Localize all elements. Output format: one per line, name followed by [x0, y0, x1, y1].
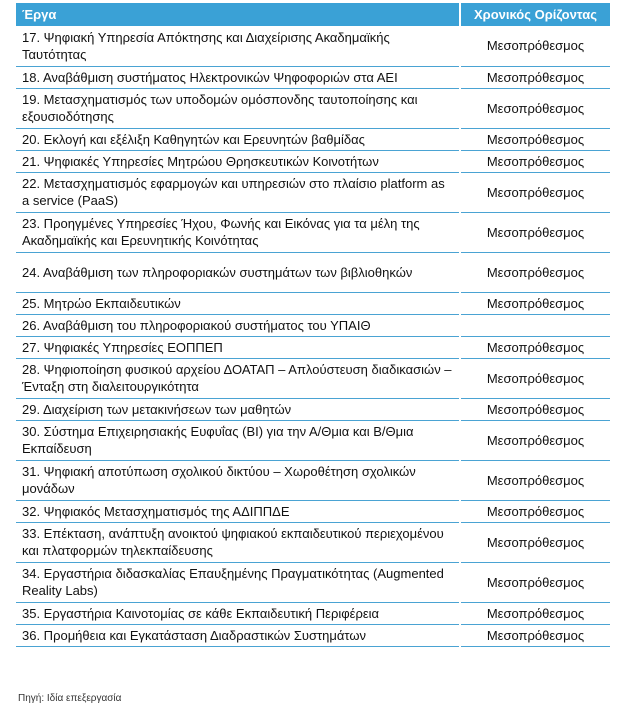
time-horizon-cell: Μεσοπρόθεσμος — [460, 398, 610, 420]
table-row — [16, 624, 610, 646]
time-horizon-cell: Μεσοπρόθεσμος — [460, 88, 610, 128]
time-horizon-cell: Μεσοπρόθεσμος — [460, 150, 610, 172]
table-body — [16, 26, 610, 646]
time-horizon-cell: Μεσοπρόθεσμος — [460, 358, 610, 398]
time-horizon-cell: Μεσοπρόθεσμος — [460, 562, 610, 602]
time-horizon-cell: Μεσοπρόθεσμος — [460, 522, 610, 562]
project-cell: 18. Αναβάθμιση συστήματος Ηλεκτρονικών Ψηφοφοριών στα ΑΕΙ — [16, 66, 460, 88]
time-horizon-cell: Μεσοπρόθεσμος — [460, 128, 610, 150]
project-cell: 32. Ψηφιακός Μετασχηματισμός της ΑΔΙΠΠΔΕ — [16, 500, 460, 522]
time-horizon-cell: Μεσοπρόθεσμος — [460, 212, 610, 252]
table-row — [16, 314, 610, 336]
time-horizon-cell: Μεσοπρόθεσμος — [460, 172, 610, 212]
time-horizon-cell: Μεσοπρόθεσμος — [460, 252, 610, 292]
project-cell: 25. Μητρώο Εκπαιδευτικών — [16, 292, 460, 314]
header-time-horizon: Χρονικός Ορίζοντας — [460, 3, 610, 26]
project-cell: 21. Ψηφιακές Υπηρεσίες Μητρώου Θρησκευτικών Κοινοτήτων — [16, 150, 460, 172]
table-row — [16, 420, 610, 460]
project-cell: 35. Εργαστήρια Καινοτομίας σε κάθε Εκπαιδευτική Περιφέρεια — [16, 602, 460, 624]
project-cell: 29. Διαχείριση των μετακινήσεων των μαθητών — [16, 398, 460, 420]
project-cell: 26. Αναβάθμιση του πληροφοριακού συστήματος του ΥΠΑΙΘ — [16, 314, 460, 336]
time-horizon-cell: Μεσοπρόθεσμος — [460, 460, 610, 500]
table-row — [16, 358, 610, 398]
projects-table-container — [16, 3, 610, 647]
table-row — [16, 26, 610, 66]
table-row — [16, 128, 610, 150]
table-row — [16, 522, 610, 562]
table-row — [16, 292, 610, 314]
table-row — [16, 500, 610, 522]
project-cell: 20. Εκλογή και εξέλιξη Καθηγητών και Ερευνητών βαθμίδας — [16, 128, 460, 150]
project-cell: 24. Αναβάθμιση των πληροφοριακών συστημάτων των βιβλιοθηκών — [16, 252, 460, 292]
time-horizon-cell: Μεσοπρόθεσμος — [460, 602, 610, 624]
time-horizon-cell: Μεσοπρόθεσμος — [460, 66, 610, 88]
table-row — [16, 398, 610, 420]
time-horizon-cell: Μεσοπρόθεσμος — [460, 420, 610, 460]
time-horizon-cell — [460, 314, 610, 336]
project-cell: 27. Ψηφιακές Υπηρεσίες ΕΟΠΠΕΠ — [16, 336, 460, 358]
project-cell: 31. Ψηφιακή αποτύπωση σχολικού δικτύου – Χωροθέτηση σχολικών μονάδων — [16, 460, 460, 500]
projects-table — [16, 3, 610, 647]
project-cell: 28. Ψηφιοποίηση φυσικού αρχείου ΔΟΑΤΑΠ – Απλούστευση διαδικασιών – Ένταξη στη διαλειτουργικότητα — [16, 358, 460, 398]
table-row — [16, 602, 610, 624]
table-row — [16, 66, 610, 88]
project-cell: 34. Εργαστήρια διδασκαλίας Επαυξημένης Πραγματικότητας (Augmented Reality Labs) — [16, 562, 460, 602]
time-horizon-cell: Μεσοπρόθεσμος — [460, 26, 610, 66]
project-cell: 19. Μετασχηματισμός των υποδομών ομόσπονδης ταυτοποίησης και εξουσιοδότησης — [16, 88, 460, 128]
table-row — [16, 88, 610, 128]
table-header-row — [16, 3, 610, 26]
table-row — [16, 562, 610, 602]
header-projects: Έργα — [16, 3, 460, 26]
time-horizon-cell: Μεσοπρόθεσμος — [460, 624, 610, 646]
table-row — [16, 212, 610, 252]
table-row — [16, 460, 610, 500]
project-cell: 22. Μετασχηματισμός εφαρμογών και υπηρεσιών στο πλαίσιο platform as a service (PaaS) — [16, 172, 460, 212]
table-row — [16, 336, 610, 358]
table-row — [16, 252, 610, 292]
project-cell: 23. Προηγμένες Υπηρεσίες Ήχου, Φωνής και Εικόνας για τα μέλη της Ακαδημαϊκής και Ερευνητικής Κοινότητας — [16, 212, 460, 252]
project-cell: 36. Προμήθεια και Εγκατάσταση Διαδραστικών Συστημάτων — [16, 624, 460, 646]
time-horizon-cell: Μεσοπρόθεσμος — [460, 500, 610, 522]
project-cell: 17. Ψηφιακή Υπηρεσία Απόκτησης και Διαχείρισης Ακαδημαϊκής Ταυτότητας — [16, 26, 460, 66]
project-cell: 30. Σύστημα Επιχειρησιακής Ευφυΐας (BI) για την Α/Θμια και Β/Θμια Εκπαίδευση — [16, 420, 460, 460]
table-row — [16, 150, 610, 172]
time-horizon-cell: Μεσοπρόθεσμος — [460, 336, 610, 358]
source-note: Πηγή: Ιδία επεξεργασία — [18, 693, 122, 704]
table-row — [16, 172, 610, 212]
project-cell: 33. Επέκταση, ανάπτυξη ανοικτού ψηφιακού εκπαιδευτικού περιεχομένου και πλατφορμών τηλεκπαίδευσης — [16, 522, 460, 562]
time-horizon-cell: Μεσοπρόθεσμος — [460, 292, 610, 314]
